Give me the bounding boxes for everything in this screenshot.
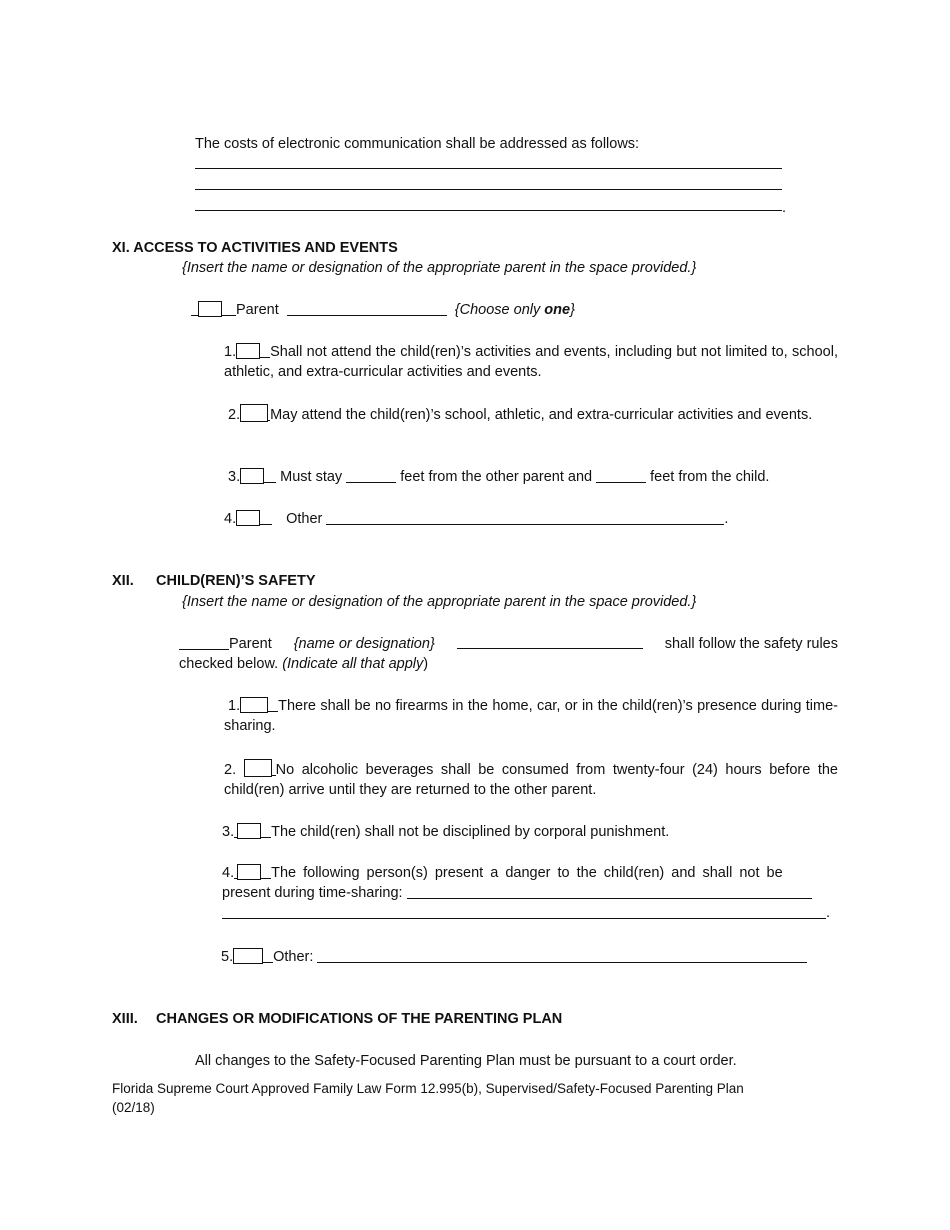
xi-option-3-num: 3. [228,469,241,485]
xii-option-4-checkbox[interactable] [237,864,261,880]
xi-option-4-end: . [724,511,729,527]
xii-parent-label: Parent [229,636,272,652]
footer-form-date: (02/18) [112,1100,155,1115]
xi-distance-child-field[interactable] [596,468,646,483]
xii-option-5-num: 5. [221,949,234,965]
xi-parent-checkbox-underline [222,301,236,316]
xi-option-1-text: Shall not attend the child(ren)’s activities and events, including but not limited to, school, athletic, and extra-curricular activities and events. [224,344,838,380]
costs-blank-line-1[interactable] [195,168,782,169]
xii-option-1-underline [268,697,278,712]
xii-option-4 [222,863,838,923]
xii-option-2-checkbox[interactable] [244,759,272,777]
xi-option-1-checkbox[interactable] [236,343,260,359]
xi-parent-row [191,300,575,320]
xii-parent-paragraph [179,634,838,674]
xii-option-4-text-b: present during time-sharing: [222,885,403,901]
xi-option-2-num: 2. [228,407,241,423]
xii-option-3-num: 3. [222,824,235,840]
footer-form-title: Florida Supreme Court Approved Family Law Form 12.995(b), Supervised/Safety-Focused Parenting Plan [112,1081,744,1096]
xii-indicate-end: ) [423,656,429,672]
xii-option-3-text: The child(ren) shall not be disciplined by corporal punishment. [271,824,670,840]
costs-period: . [782,200,787,216]
xii-checked-below: checked below. [179,656,279,672]
xii-option-1-num: 1. [228,698,241,714]
xii-option-5-checkbox[interactable] [233,948,263,964]
xi-option-3 [228,467,769,487]
costs-blank-line-3[interactable] [195,210,782,211]
xii-option-5-underline [263,948,273,963]
xii-parent-designation-field[interactable] [179,635,229,650]
xi-option-4 [224,509,728,529]
xii-option-3-checkbox[interactable] [237,823,261,839]
xi-parent-checkbox[interactable] [198,301,222,317]
xi-option-1-num: 1. [224,344,237,360]
xi-option-3-text-a: Must stay [280,469,343,485]
xi-parent-lead-underline [191,301,198,316]
xi-option-2-checkbox[interactable] [240,404,268,422]
xii-parent-hint: {name or designation} [293,636,435,652]
xi-option-2 [224,404,838,425]
xii-option-4-end: . [826,905,831,921]
xii-option-1-text: There shall be no firearms in the home, car, or in the child(ren)’s presence during time-sharing. [224,698,838,734]
xii-option-3 [222,822,669,842]
xi-option-2-text: May attend the child(ren)’s school, athletic, and extra-curricular activities and events. [270,407,813,423]
xii-option-5 [221,947,807,967]
xi-choose-bold: one [544,302,571,318]
xii-option-3-underline [261,823,271,838]
section-xii-num: XII. [112,573,134,589]
xii-option-1-checkbox[interactable] [240,697,268,713]
xii-option-4-line-2 [222,883,838,903]
xii-option-4-line-1 [222,863,838,883]
xii-option-2 [224,759,838,800]
section-xi-heading: XI. ACCESS TO ACTIVITIES AND EVENTS [112,240,398,256]
xii-option-4-underline [261,864,271,879]
section-xii-heading: CHILD(REN)’S SAFETY [156,573,316,589]
xi-option-3-underline [264,468,276,483]
xi-choose-prefix: {Choose only [454,302,545,318]
xi-option-3-text-c: feet from the child. [650,469,770,485]
costs-instruction: The costs of electronic communication shall be addressed as follows: [195,136,640,152]
xii-option-5-text: Other: [273,949,314,965]
xii-option-4-num: 4. [222,865,235,881]
section-xiii-heading: CHANGES OR MODIFICATIONS OF THE PARENTING PLAN [156,1011,563,1027]
xii-danger-persons-field-2[interactable] [222,904,826,919]
xi-option-3-text-b: feet from the other parent and [400,469,593,485]
xi-distance-parent-field[interactable] [346,468,396,483]
xi-option-1-underline [260,343,270,358]
xii-other-field[interactable] [317,948,807,963]
xii-option-2-num: 2. [224,762,237,778]
xi-option-3-checkbox[interactable] [240,468,264,484]
xii-option-4-line-3 [222,903,838,923]
xii-indicate: (Indicate all that apply [282,656,424,672]
section-xii-instruction: {Insert the name or designation of the appropriate parent in the space provided.} [182,594,697,610]
xii-parent-line [179,634,838,654]
xii-option-4-text-a: The following person(s) present a danger to the child(ren) and shall not be [271,865,783,881]
section-xi-instruction: {Insert the name or designation of the appropriate parent in the space provided.} [182,260,697,276]
costs-blank-line-2[interactable] [195,189,782,190]
xii-option-2-text: No alcoholic beverages shall be consumed from twenty-four (24) hours before the child(ren) arrive until they are returned to the other parent. [224,762,838,798]
xii-follow-text: shall follow the safety rules [664,636,838,652]
xi-option-4-checkbox[interactable] [236,510,260,526]
xii-checked-line [179,654,838,674]
section-xiii-body: All changes to the Safety-Focused Parenting Plan must be pursuant to a court order. [195,1053,737,1069]
xi-option-4-text: Other [286,511,323,527]
xi-option-4-num: 4. [224,511,237,527]
xi-other-field[interactable] [326,510,724,525]
xii-option-1 [224,696,838,736]
xi-option-1 [224,342,838,382]
xi-parent-label: Parent [236,302,279,318]
section-xiii-num: XIII. [112,1011,138,1027]
xi-parent-name-field[interactable] [287,301,447,316]
xi-option-4-underline [260,510,272,525]
xii-parent-name-field[interactable] [457,634,643,649]
xi-choose-suffix: } [570,302,575,318]
xii-danger-persons-field-1[interactable] [407,884,812,899]
